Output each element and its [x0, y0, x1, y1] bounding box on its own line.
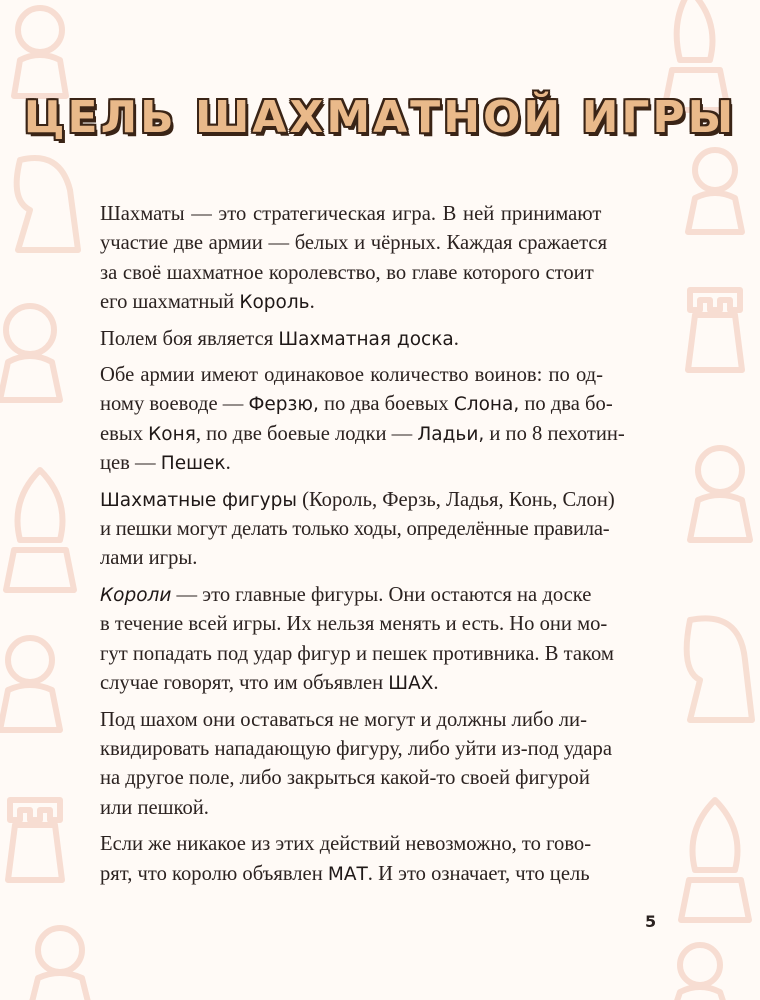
term-kings: Короли — [100, 584, 172, 606]
text-fragment: , по две боевые лодки — — [195, 422, 418, 445]
text-line: Шахматы — это стратегическая игра. В ней принимают — [100, 203, 602, 225]
text-line — [100, 581, 660, 610]
text-fragment: . И это означает, что цель — [367, 862, 590, 885]
paragraph-2 — [100, 325, 660, 354]
text-fragment: рят, что королю объявлен — [100, 862, 328, 885]
text-fragment: ному воеводе — — [100, 393, 249, 416]
text-line — [100, 860, 660, 889]
text-fragment: и по 8 пехотин- — [484, 422, 625, 445]
text-fragment: . — [225, 452, 231, 475]
paragraph-3 — [100, 361, 660, 479]
text-line: участие две армии — белых и чёрных. Каждая сражается — [100, 232, 608, 255]
paragraph-5 — [100, 581, 660, 699]
text-line — [100, 486, 660, 515]
text-fragment: по два бо- — [519, 393, 613, 416]
text-line — [100, 420, 660, 449]
text-line: квидировать нападающую фигуру, либо уйти из-под удара — [100, 737, 612, 760]
text-line: Обе армии имеют одинаковое количество воинов: по од- — [100, 364, 603, 387]
text-fragment: цев — — [100, 452, 161, 475]
term-check: ШАХ — [388, 673, 434, 695]
term-checkmate: МАТ — [327, 863, 368, 885]
term-pawns: Пешек — [160, 453, 226, 475]
text-fragment: . — [433, 672, 439, 695]
text-line: Если же никакое из этих действий невозможно, то гово- — [100, 833, 592, 856]
text-fragment: — это главные фигуры. Они остаются на доске — [171, 583, 592, 606]
term-queen: Ферзю, — [248, 394, 319, 416]
text-line: Под шахом они оставаться не могут и должны либо ли- — [100, 708, 587, 731]
text-line — [100, 390, 660, 419]
text-line: в течение всей игры. Их нельзя менять и есть. Но они мо- — [100, 613, 608, 636]
text-line — [100, 325, 660, 354]
paragraph-4 — [100, 486, 660, 574]
text-line — [100, 669, 660, 698]
text-fragment: евых — [100, 422, 149, 445]
text-fragment: Полем боя является — [100, 327, 279, 350]
text-line: или пешкой. — [100, 796, 209, 819]
text-line: на другое поле, либо закрыться какой-то своей фигурой — [100, 767, 590, 790]
text-fragment: . — [309, 291, 315, 314]
text-fragment: . — [453, 327, 459, 350]
text-fragment: (Король, Ферзь, Ладья, Конь, Слон) — [296, 488, 615, 511]
page-title: ЦЕЛЬ ШАХМАТНОЙ ИГРЫ — [23, 92, 737, 143]
text-line: за своё шахматное королевство, во главе которого стоит — [100, 261, 594, 284]
text-line — [100, 449, 660, 478]
page-number: 5 — [645, 912, 657, 931]
term-knight: Коня — [148, 423, 196, 445]
paragraph-6 — [100, 706, 660, 824]
text-fragment: его шахматный — [100, 291, 240, 314]
text-fragment: случае говорят, что им объявлен — [100, 672, 389, 695]
text-fragment: по два боевых — [318, 393, 454, 416]
text-line: лами игры. — [100, 547, 198, 570]
body-text — [100, 200, 660, 889]
text-line — [100, 288, 660, 317]
term-chessboard: Шахматная доска — [278, 328, 454, 350]
term-chess-pieces: Шахматные фигуры — [100, 489, 297, 511]
term-rook: Ладьи, — [417, 423, 485, 445]
text-line: и пешки могут делать только ходы, определённые правила- — [100, 518, 610, 541]
paragraph-1 — [100, 200, 660, 318]
text-line: гут попадать под удар фигур и пешек противника. В таком — [100, 642, 614, 665]
paragraph-7 — [100, 830, 660, 889]
term-bishop: Слона, — [453, 394, 520, 416]
term-king: Король — [239, 292, 310, 314]
